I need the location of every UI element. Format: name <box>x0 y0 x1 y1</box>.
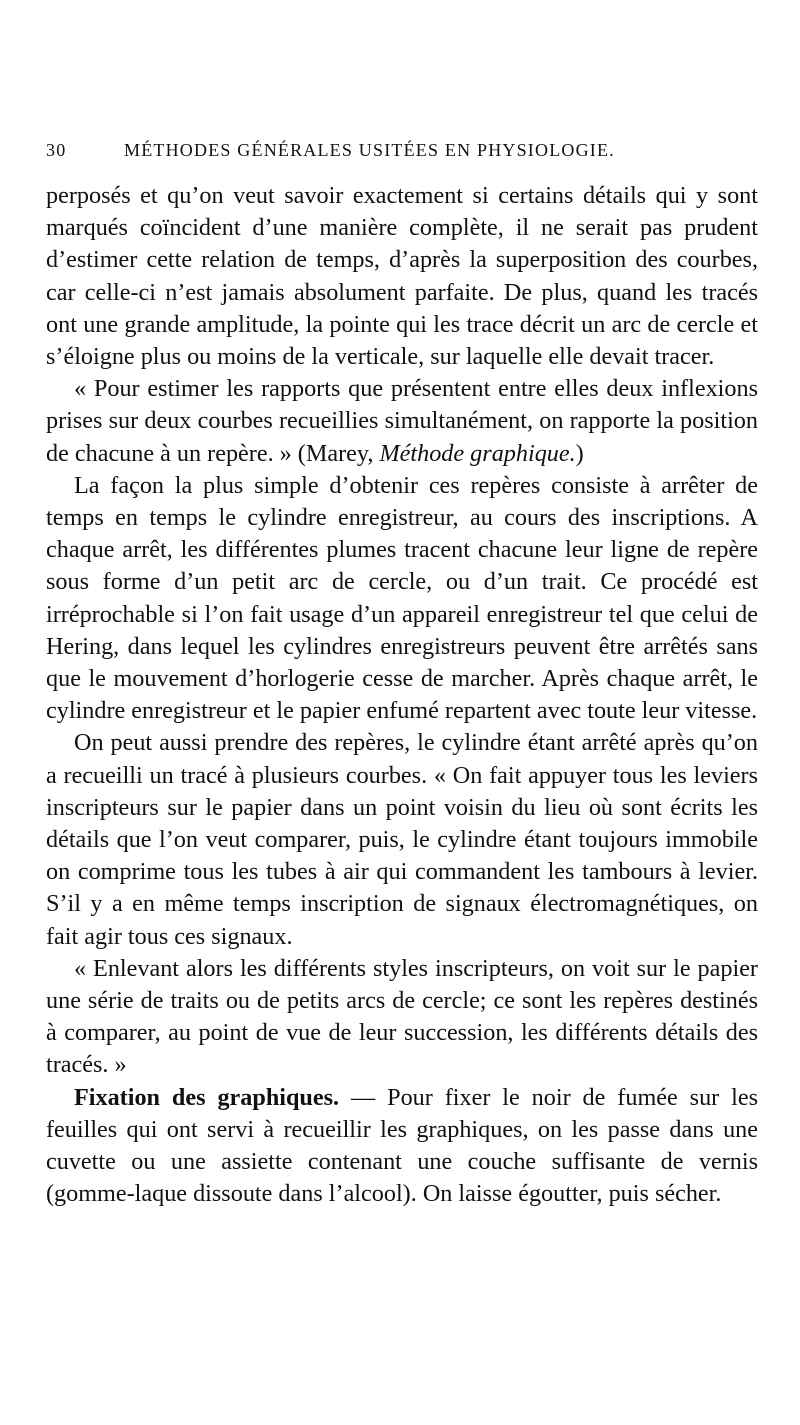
running-header <box>46 140 758 180</box>
paragraph-5-text: « Enlevant alors les différents styles inscripteurs, on voit sur le papier une série de traits ou de petits arcs de cercle; ce sont les repères destinés à comparer, au point de vue de leur succession, les différents détails des tracés. » <box>46 954 758 1079</box>
paragraph-3-text: La façon la plus simple d’obtenir ces repères consiste à arrêter de temps en temps le cylindre enregistreur, au cours des inscriptions. A chaque arrêt, les différentes plumes tracent chacune leur ligne de repère sous forme d’un petit arc de cercle, ou d’un trait. Ce procédé est irréprochable si l’on fait usage d’un appareil enregistreur tel que celui de Hering, dans lequel les cylindres enregistreurs peuvent être arrêtés sans que le mouvement d’horlogerie cesse de marcher. Après chaque arrêt, le cylindre enregistreur et le papier enfumé repartent avec toute leur vitesse. <box>46 471 758 725</box>
paragraph-6 <box>46 1082 758 1211</box>
book-page <box>46 140 758 1211</box>
paragraph-2-text: « Pour estimer les rapports que présentent entre elles deux inflexions prises sur deux courbes recueillies simultanément, on rapporte la position de chacune à un repère. » (Marey, <box>46 375 758 467</box>
paragraph-6-text: — Pour fixer le noir de fumée sur les feuilles qui ont servi à recueillir les graphiques, on les passe dans une cuvette ou une assiette contenant une couche suffisante de vernis (gomme-laque dissoute dans l’alcool). On laisse égoutter, puis sécher. <box>46 1083 759 1208</box>
section-heading: Fixation des graphiques. <box>74 1083 340 1111</box>
paragraph-5 <box>46 953 758 1082</box>
cited-work-title: Méthode graphique. <box>379 439 576 467</box>
running-title: MÉTHODES GÉNÉRALES USITÉES EN PHYSIOLOGIE. <box>124 140 615 160</box>
page-number: 30 <box>46 140 67 160</box>
paragraph-2-closing: ) <box>575 439 584 467</box>
body-text <box>46 180 758 1211</box>
paragraph-4 <box>46 727 758 952</box>
paragraph-4-text: On peut aussi prendre des repères, le cylindre étant arrêté après qu’on a recueilli un tracé à plusieurs courbes. « On fait appuyer tous les leviers inscripteurs sur le papier dans un point voisin du lieu où sont écrits les détails que l’on veut comparer, puis, le cylindre étant toujours immobile on comprime tous les tubes à air qui commandent les tambours à levier. S’il y a en même temps inscription de signaux électromagnétiques, on fait agir tous ces signaux. <box>46 729 758 950</box>
paragraph-1-text: perposés et qu’on veut savoir exactement si certains détails qui y sont marqués coïncident d’une manière complète, il ne serait pas prudent d’estimer cette relation de temps, d’après la superposition des courbes, car celle-ci n’est jamais absolument parfaite. De plus, quand les tracés ont une grande amplitude, la pointe qui les trace décrit un arc de cercle et s’éloigne plus ou moins de la verticale, sur laquelle elle devait tracer. <box>46 182 758 371</box>
paragraph-1 <box>46 180 758 373</box>
paragraph-3 <box>46 470 758 728</box>
paragraph-2 <box>46 373 758 470</box>
